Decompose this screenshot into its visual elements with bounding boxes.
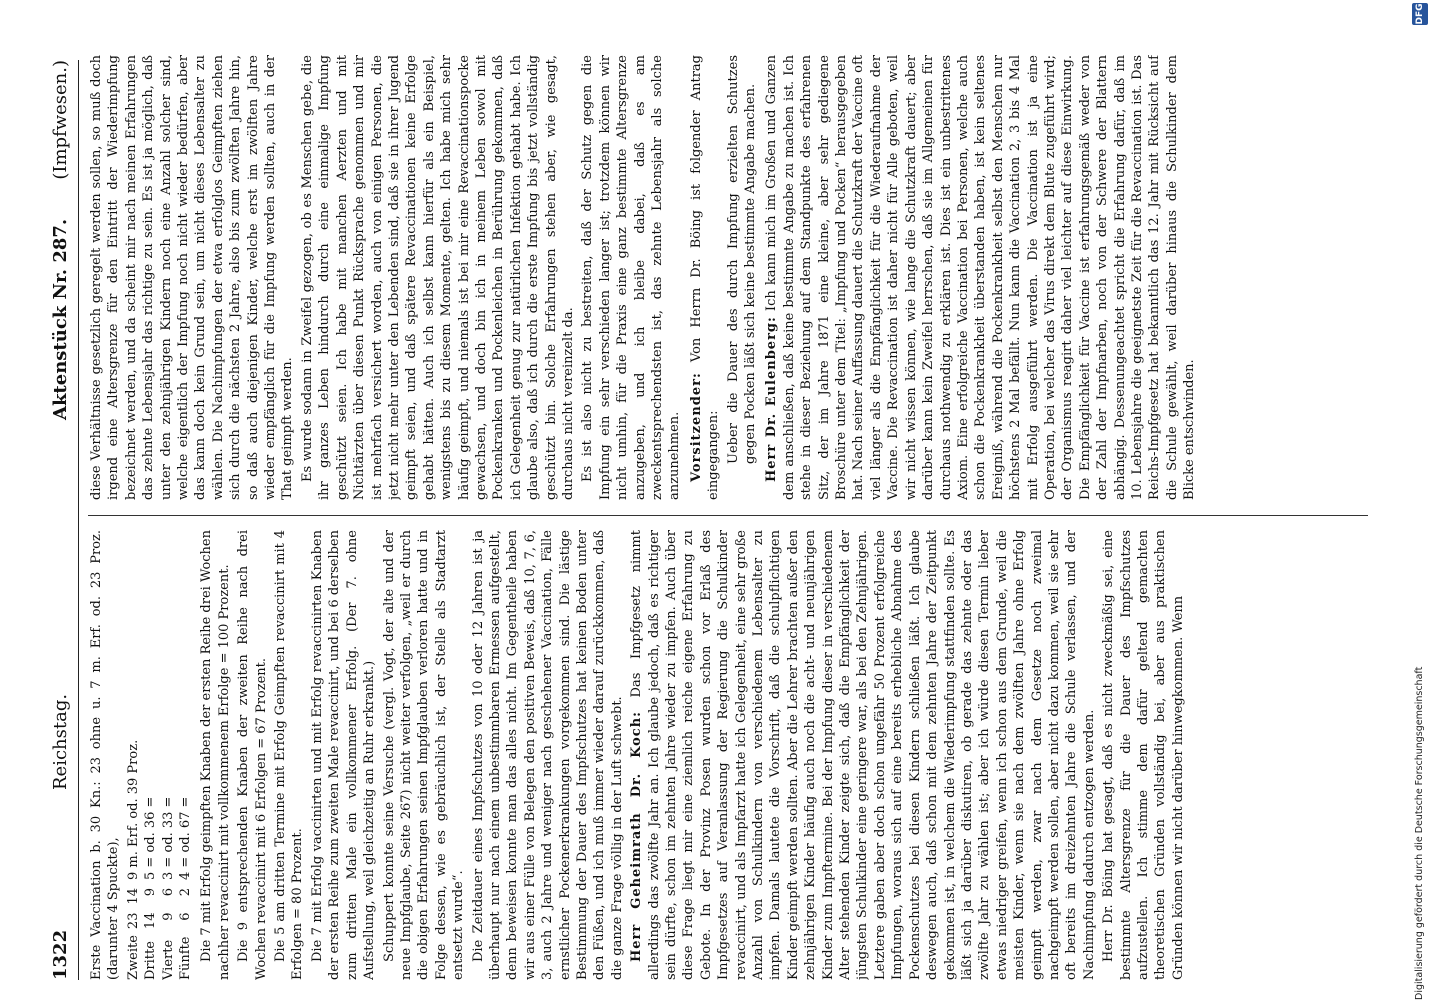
right-paragraphs [88,55,684,500]
paragraph-text: Schuppert konnte seine Versuche (vergl. Vogt, der alte und der neue Impfglaube, Seite 267) nicht weiter verfolgen, „weil er durch die obigen Erfahrungen seinen Impfglauben verloren hatte und in Folge dessen, wie es gebräuchlich ist, der Stelle als Stadtarzt entsetzt wurde“. [381,530,467,980]
document-number: Aktenstück Nr. 287. [50,218,71,420]
stats-row [142,734,159,980]
motion-intro [688,55,723,500]
document-page [30,40,1410,1000]
paragraph [763,55,1198,500]
paragraph-text: Es wurde sodann in Zweifel gezogen, ob es Menschen gebe, die ihr ganzes Leben hindurch durch eine einmalige Impfung geschützt seien. Ich habe mit manchen Aerzten und mit Nichtärzten über diesen Punkt Rücksprache genommen und mir ist mehrfach versichert worden, auch von einigen Personen, die jetzt nicht mehr unter den Lebenden sind, daß sie in ihrer Jugend geimpft seien, und daß spätere Revaccinationen keine Erfolge gehabt hätten. Auch ich selbst kann hierfür als ein Beispiel, wenigstens bis zu diesem Momente, gelten. Ich habe mich sehr häufig geimpft, und niemals ist bei mir eine Revaccinationspocke gewachsen, und doch bin ich in meinem Leben sowol mit Pockenkranken und Pockenleichen in Berührung gekommen, daß ich Gelegenheit genug zur natürlichen Infektion gehabt habe. Ich glaube also, daß ich durch die erste Impfung bis jetzt vollständig geschützt bin. Solche Erfahrungen stehen aber, wie gesagt, durchaus nicht vereinzelt da. [299,55,576,500]
stats-without: 14 [125,887,141,905]
paragraph [299,55,578,500]
motion-intro-text: Von Herrn Dr. Böing ist folgender Antrag eingegangen: [688,55,722,500]
paragraph-text: Die 5 am dritten Termine mit Erfolg Geimpften revaccinirt mit 4 Erfolgen = 80 Prozent. [273,530,306,980]
stats-count: 23 [125,912,141,930]
paragraph [1100,530,1187,980]
stats-count: 6 [178,912,194,921]
stats-result: 4 = od. 67 = [178,796,194,880]
paragraph [381,530,468,980]
paragraph [309,530,379,980]
stats-label: Dritte [143,941,159,980]
paragraph [628,530,1098,980]
paragraph [470,530,627,980]
motion-text: Ueber die Dauer des durch Impfung erzielten Schutzes gegen Pocken läßt sich keine bestimmte Angabe machen. [725,55,759,464]
dfg-logo: DFG [1412,3,1428,25]
stats-row [177,734,194,980]
paragraph [272,530,307,980]
paragraph-text: Ich kann mich im Großen und Ganzen dem anschließen, daß keine bestimmte Angabe zu machen ist. Ich stehe in dieser Beziehung auf dem Standpunkte des erfahrenen Sitz, der im Jahre 1871 eine kleine, aber sehr gediegene Broschüre unter dem Titel: „Impfung und Pocken“ herausgegeben hat. Nach seiner Auffassung dauert die Schutzkraft der Vaccine oft viel länger als die Empfänglichkeit für die Wiederaufnahme der Vaccine. Die Revaccination ist daher nicht für Alle geboten, weil wir nicht wissen können, wie lange die Schutzkraft dauert; aber darüber kann kein Zweifel herrschen, daß sie im Allgemeinen für durchaus nothwendig zu erklären ist. Dies ist ein unbestrittenes Axiom. Eine erfolgreiche Vaccination bei Personen, welche auch schon die Pockenkrankheit überstanden haben, ist kein seltenes Ereigniß, während die Pockenkrankheit selbst den Menschen nur höchstens 2 Mal befällt. Nun kann die Vaccination 2, 3 bis 4 Mal mit Erfolg ausgeführt werden. Die Vaccination ist ja eine Operation, bei welcher das Virus direkt dem Blute zugeführt wird; der Organismus reagirt daher viel leichter auf diese Einwirkung. Die Empfänglichkeit für Vaccine ist erfahrungsgemäß weder von der Zahl der Impfnarben, noch von der Schwere der Blattern abhängig. Dessenungeachtet spricht die Erfahrung dafür, daß im 10. Lebensjahre die geeignetste Zeit für die Revaccination ist. Das Reichs-Impfgesetz hat bekanntlich das 12. Jahr mit Rücksicht auf die Schule gewählt, weil darüber hinaus die Schulkinder dem Blicke entschwinden. [764,55,1198,500]
stats-label: Zweite [125,935,141,980]
stats-without: 2 [178,887,194,897]
left-column [88,530,1388,980]
motion-block [688,55,760,500]
stats-row [125,734,142,980]
stats-result: 3 = od. 33 = [160,796,176,880]
vaccination-stats-table [125,734,195,980]
paragraph [235,530,270,980]
column-divider [88,515,1368,516]
stats-result: 9 m. Erf. od. 39 Proz. [125,739,141,880]
stats-label: Fünfte [178,936,194,980]
stats-without: 9 [143,887,159,897]
stats-count: 14 [143,912,159,930]
stats-intro: Erste Vaccination b. 30 Kn.: 23 ohne u. 7 m. Erf. od. 23 Proz. (darunter 4 Spuckte), [89,530,122,980]
right-column [88,55,1388,500]
paragraph-text: Die 7 mit Erfolg vaccinirten und mit Erfolg revaccinirten Knaben der ersten Reihe zum zweiten Male revaccinirt, und bei 6 derselben zum dritten Male ein vollkommener Erfolg. (Der 7. ohne Aufstellung, weil gleichzeitig an Ruhr erkrankt.) [309,530,378,980]
paragraph [198,530,233,980]
page-header [50,60,80,980]
stats-without: 6 [160,887,176,897]
paragraph-text: Die Zeitdauer eines Impfschutzes von 10 oder 12 Jahren ist ja überhaupt nur nach einem unbestimmbaren Ermessen aufgestellt, denn beweisen konnte man das alles nicht. Im Gegentheile haben wir aus einer Fülle von Belegen den positiven Beweis, daß 10, 7, 6, 3, auch 2 Jahre und weniger nach geschehener Vaccination, Fälle ernstlicher Pockenerkrankungen vorgekommen sind. Die lästige Bestimmung der Dauer des Impfschutzes hat keinen Boden unter den Füßen, und ich muß immer wieder darauf zurückkommen, daß die ganze Frage völlig in der Luft schwebt. [470,530,625,980]
paragraph [579,55,683,500]
speaker-name: Herr Geheimrath Dr. Koch: [629,711,645,962]
speaker-name: Vorsitzender: [688,372,704,482]
paragraph-text: Es ist also nicht zu bestreiten, daß der Schutz gegen die Impfung ein sehr verschieden langer ist; trotzdem können wir nicht umhin, für die Praxis eine ganz bestimmte Altersgrenze anzugeben, und ich bleibe dabei, daß es am zweckentsprechendsten ist, das zehnte Lebensjahr als solche anzunehmen. [580,55,683,500]
page-number: 1322 [50,929,71,980]
stats-row [160,734,177,980]
credit-strip [1410,0,1432,1000]
closing-paragraphs [763,55,1198,500]
left-paragraphs [198,530,1187,980]
credit-text: Digitalisierung gefördert durch die Deutsche Forschungsgemeinschaft [1414,666,1425,1000]
paragraph-text: Die 7 mit Erfolg geimpften Knaben der ersten Reihe drei Wochen nachher revaccinirt mit vollkommenem Erfolge = 100 Prozent. [199,530,232,980]
stats-result: 5 = od. 36 = [143,796,159,880]
paragraph-text: Die 9 entsprechenden Knaben der zweiten Reihe nach drei Wochen revaccinirt mit 6 Erfolgen = 67 Prozent. [236,530,269,980]
paragraph-text: diese Verhältnisse gesetzlich geregelt werden sollen, so muß doch irgend eine Altersgrenze für den Eintritt der Wiederimpfung bezeichnet werden, und da scheint mir nach meinen Erfahrungen das zehnte Lebensjahr das richtige zu sein. Es ist ja möglich, daß unter den zehnjährigen Kindern noch eine Anzahl solcher sind, welche eigentlich der Impfung noch nicht wieder bedürfen, aber das kann doch kein Grund sein, um nicht dieses Lebensalter zu wählen. Die Nachimpfungen der etwa erfolglos Geimpften ziehen sich durch die nächsten 2 Jahre, also bis zum zwölften Jahre hin, so daß auch diejenigen Kinder, welche erst im zwölften Jahre wieder empfänglich für die Impfung werden sollten, auch in der That geimpft werden. [89,55,296,500]
running-title-right: (Impfwesen.) [50,60,71,180]
stats-count: 9 [160,912,176,921]
speaker-name: Herr Dr. Eulenberg: [764,316,780,482]
paragraph-text: Herr Dr. Böing hat gesagt, daß es nicht zweckmäßig sei, eine bestimmte Altersgrenze für die Dauer des Impfschutzes aufzustellen. Ich stimme dem dafür geltend gemachten theoretischen Gründen vollständig bei, aber aus praktischen Gründen können wir nicht darüber hinwegkommen. Wenn [1101,530,1186,980]
paragraph [88,55,297,500]
stats-label: Vierte [160,939,176,980]
running-title-left: Reichstag. [50,693,71,790]
paragraph-text: Das Impfgesetz nimmt allerdings das zwölfte Jahr an. Ich glaube jedoch, daß es richtiger sein dürfte, schon im zehnten Jahre wieder zu impfen. Auch über diese Frage liegt mir eine ziemlich reiche eigene Erfahrung zu Gebote. In der Provinz Posen wurden schon vor Erlaß des Impfgesetzes auf Veranlassung der Regierung die Schulkinder revaccinirt, und als Impfarzt hatte ich Gelegenheit, eine sehr große Anzahl von Schulkindern von verschiedenem Lebensalter zu impfen. Damals lautete die Vorschrift, daß die schulpflichtigen Kinder geimpft werden sollten. Aber die Lehrer brachten außer den zehnjährigen Kinder häufig auch noch die acht- und neunjährigen Kinder zum Impftermine. Bei der Impfung dieser in verschiedenem Alter stehenden Kinder zeigte sich, daß die Empfänglichkeit der jüngsten Schulkinder eine geringere war, als bei den Zehnjährigen. Letztere gaben aber doch schon ungefähr 50 Prozent erfolgreiche Impfungen, woraus sich auf eine bereits erhebliche Abnahme des Pockenschutzes bei diesen Kindern schließen läßt. Ich glaube deswegen auch, daß schon mit dem zehnten Jahre der Zeitpunkt gekommen ist, in welchem die Wiederimpfung stattfinden sollte. Es läßt sich ja darüber diskutiren, ob gerade das zehnte oder das zwölfte Jahr zu wählen ist; aber ich würde diesen Termin lieber etwas niedriger greifen, wenn ich schon aus dem Grunde, weil die meisten Kinder, wenn sie nach dem zwölften Jahre ohne Erfolg geimpft werden, zwar nach dem Gesetze noch zweimal nachgeimpft werden sollen, aber nicht dazu kommen, weil sie sehr oft bereits im dreizehnten Jahre die Schule verlassen, und der Nachimpfung dadurch entzogen werden. [629,530,1097,980]
header-rule [78,60,79,980]
